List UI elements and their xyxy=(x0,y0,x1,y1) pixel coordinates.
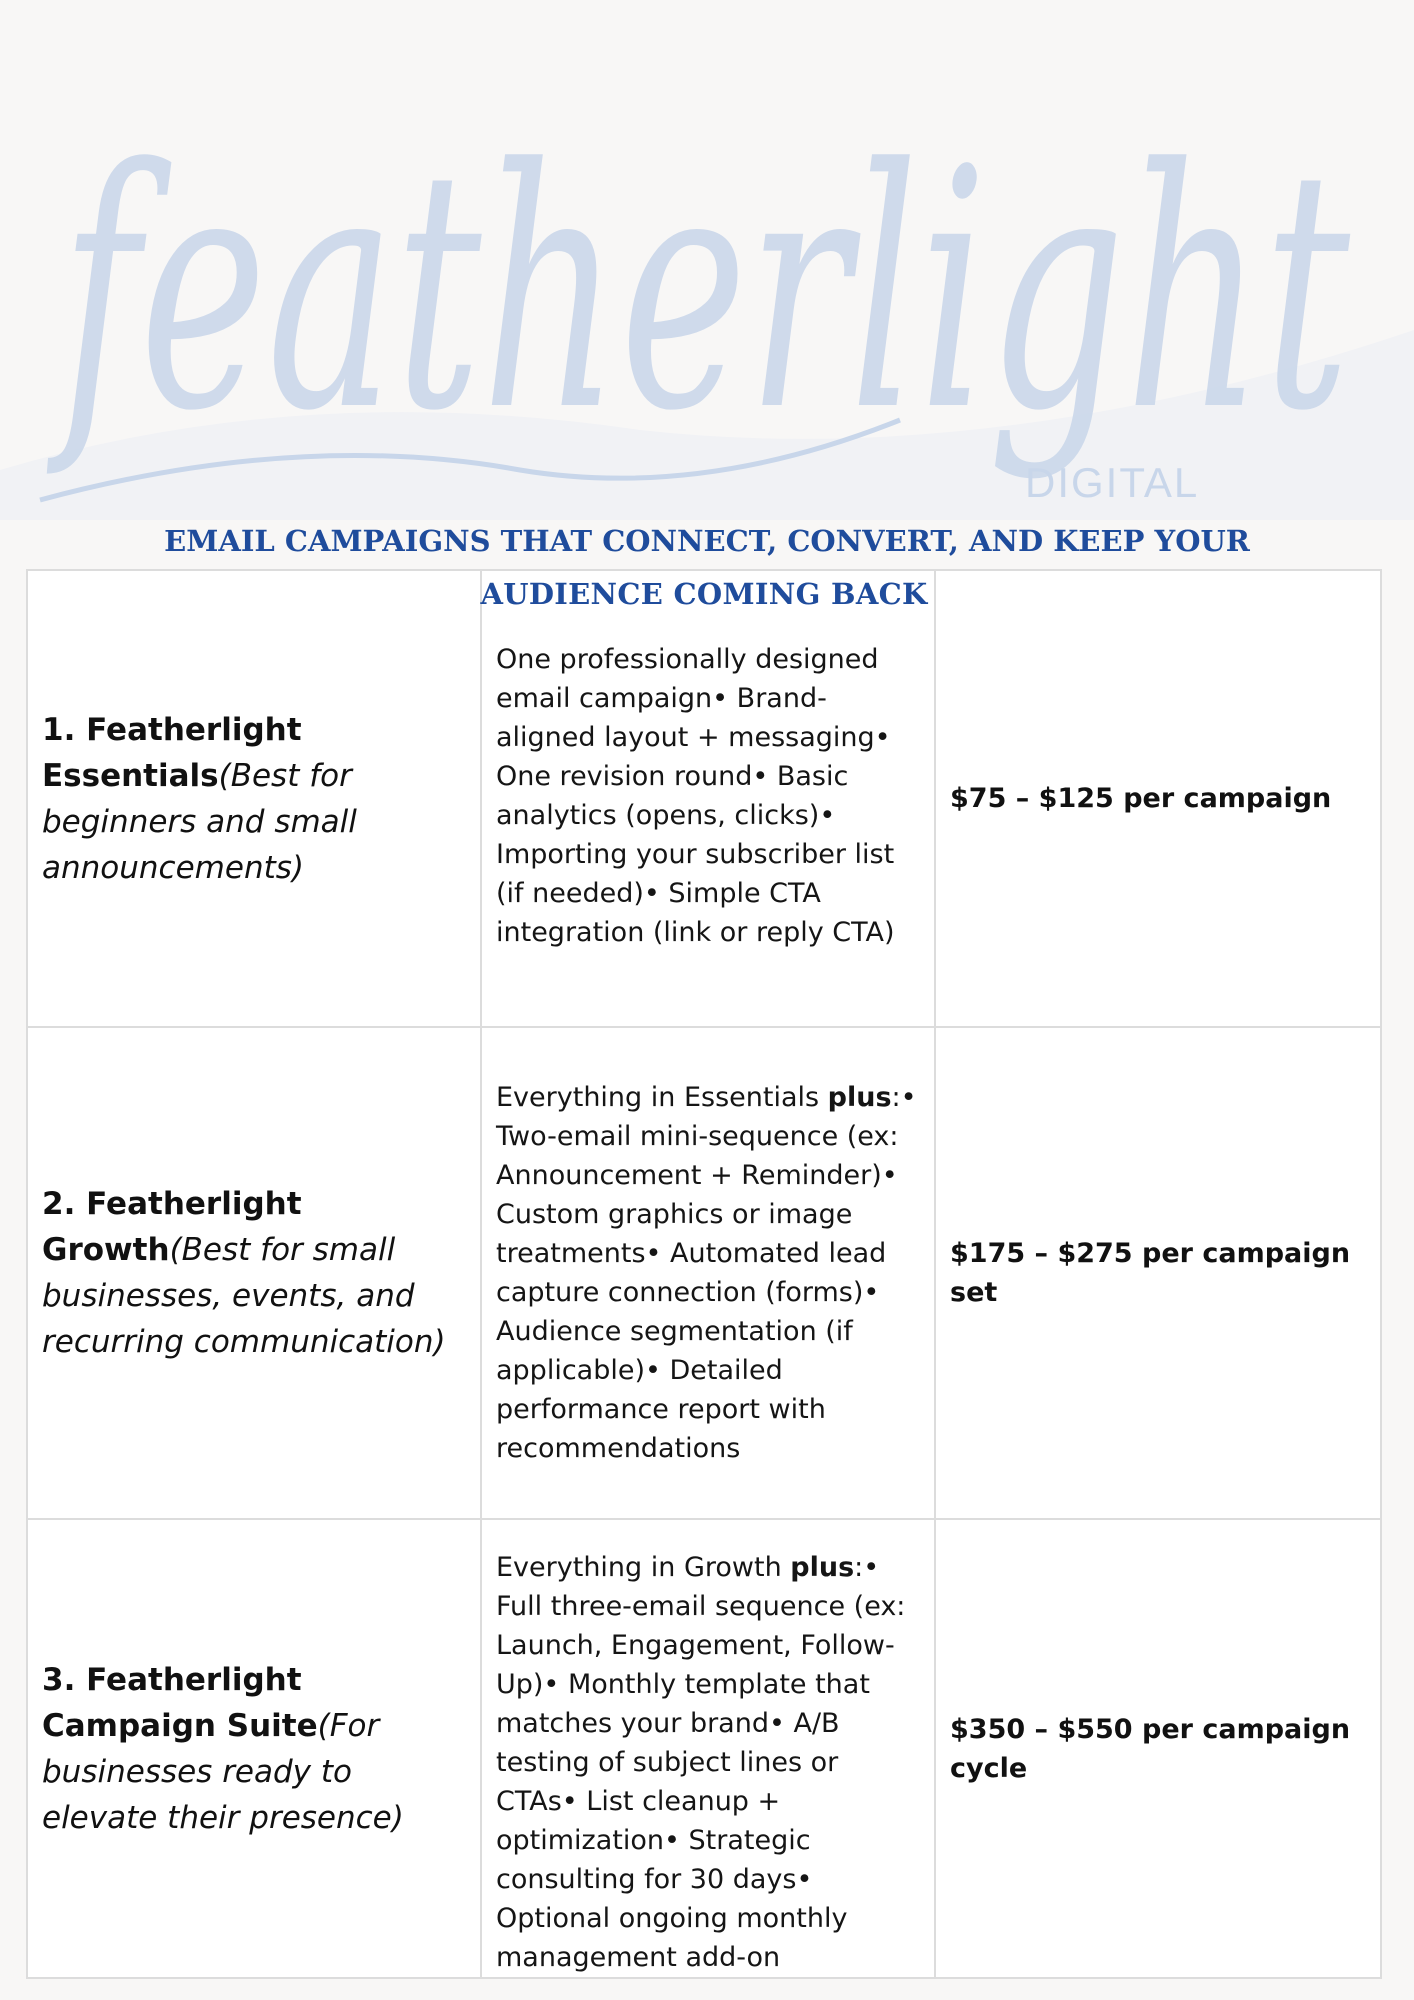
svg-text:DIGITAL: DIGITAL xyxy=(1025,459,1200,506)
package-price: $175 – $275 per campaign set xyxy=(935,1027,1381,1519)
package-tier: 3. Featherlight Campaign Suite xyxy=(42,1661,318,1744)
package-features-cell xyxy=(481,570,935,1027)
package-price: $350 – $550 per campaign cycle xyxy=(935,1519,1381,1978)
package-features-lead: Everything in Essentials xyxy=(496,1082,828,1113)
package-name-cell xyxy=(27,570,481,1027)
headline-line-2: AUDIENCE COMING BACK xyxy=(480,577,928,611)
svg-text:featherlight: featherlight xyxy=(46,99,1351,483)
package-features-lead: Everything in Growth xyxy=(496,1552,791,1583)
package-note: (Best for beginners and small announcements) xyxy=(42,757,357,886)
table-row xyxy=(27,570,1381,1027)
package-name-cell xyxy=(27,1027,481,1519)
table-row xyxy=(27,1027,1381,1519)
package-features-bold: plus xyxy=(790,1552,855,1583)
package-features: One professionally designed email campaign• Brand-aligned layout + messaging• One revision round• Basic analytics (opens, clicks)• Importing your subscriber list (if needed)• Simple CTA integration (link or reply CTA) xyxy=(496,644,895,948)
package-tier: 1. Featherlight Essentials xyxy=(42,711,302,794)
headline-line-1: EMAIL CAMPAIGNS THAT CONNECT, CONVERT, AND KEEP YOUR xyxy=(164,524,1250,558)
package-features-bold: plus xyxy=(827,1082,892,1113)
featherlight-logo xyxy=(0,0,1414,520)
package-name-cell xyxy=(27,1519,481,1978)
package-price: $75 – $125 per campaign xyxy=(935,570,1381,1027)
package-note: (For businesses ready to elevate their presence) xyxy=(42,1707,404,1836)
package-features: :• Two-email mini-sequence (ex: Announcement + Reminder)• Custom graphics or image treatments• Automated lead capture connection (forms)• Audience segmentation (if applicable)• Detailed performance report with recommendations xyxy=(496,1082,917,1464)
pricing-table xyxy=(26,569,1382,1979)
package-features: :• Full three-email sequence (ex: Launch, Engagement, Follow-Up)• Monthly template that matches your brand• A/B testing of subject lines or CTAs• List cleanup + optimization• Strategic consulting for 30 days• Optional ongoing monthly management add-on xyxy=(496,1552,906,1973)
table-row xyxy=(27,1519,1381,1978)
package-features-cell xyxy=(481,1027,935,1519)
package-features-cell xyxy=(481,1519,935,1978)
package-note: (Best for small businesses, events, and recurring communication) xyxy=(42,1232,446,1360)
package-tier: 2. Featherlight Growth xyxy=(42,1186,302,1268)
